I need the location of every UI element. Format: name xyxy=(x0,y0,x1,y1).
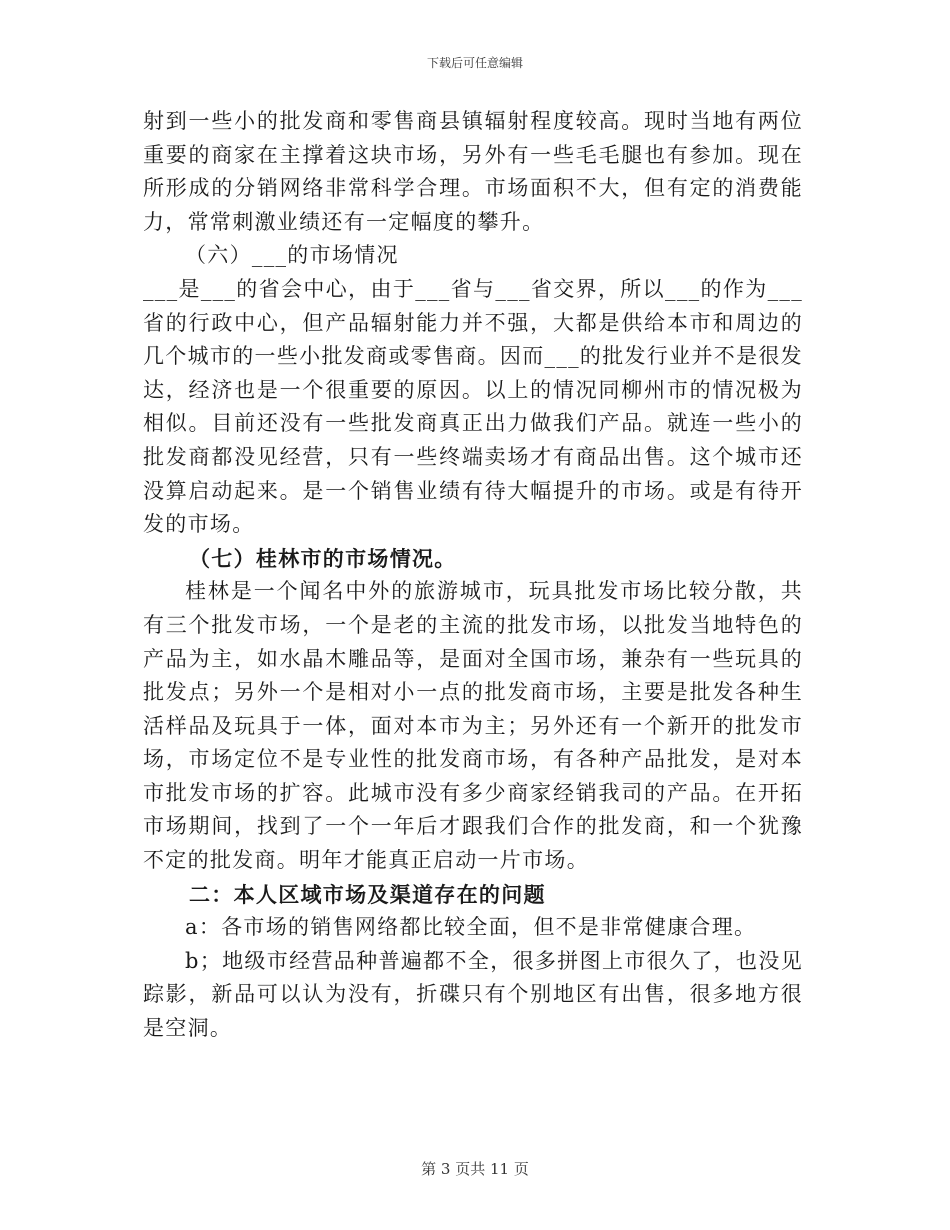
paragraph-section-6: ___是___的省会中心，由于___省与___省交界，所以___的作为___省的行政中心，但产品辐射能力并不强，大都是供给本市和周边的几个城市的一些小批发商或零售商。因而___的批发行业并不是很发达，经济也是一个很重要的原因。以上的情况同柳州市的情况极为相似。目前还没有一些批发商真正出力做我们产品。就连一些小的批发商都没见经营，只有一些终端卖场才有商品出售。这个城市还没算启动起来。是一个销售业绩有待大幅提升的市场。或是有待开发的市场。 xyxy=(143,276,803,537)
page-footer: 第 3 页共 11 页 xyxy=(421,1160,529,1178)
section-heading-6: （六）___的市场情况 xyxy=(185,243,399,268)
paragraph-item-b: b；地级市经营品种普遍都不全，很多拼图上市很久了，也没见踪影，新品可以认为没有，折碟只有个别地区有出售，很多地方很是空洞。 xyxy=(143,948,803,1041)
paragraph-continuation: 射到一些小的批发商和零售商县镇辐射程度较高。现时当地有两位重要的商家在主撑着这块市场，另外有一些毛毛腿也有参加。现在所形成的分销网络非常科学合理。市场面积不大，但有定的消费能力，常常刺激业绩还有一定幅度的攀升。 xyxy=(143,109,803,234)
paragraph-guilin: 桂林是一个闻名中外的旅游城市，玩具批发市场比较分散，共有三个批发市场，一个是老的主流的批发市场，以批发当地特色的产品为主，如水晶木雕品等，是面对全国市场，兼杂有一些玩具的批发点；另外一个是相对小一点的批发商市场，主要是批发各种生活样品及玩具于一体，面对本市为主；另外还有一个新开的批发市场，市场定位不是专业性的批发商市场，有各种产品批发，是对本市批发市场的扩容。此城市没有多少商家经销我司的产品。在开拓市场期间，找到了一个一年后才跟我们合作的批发商，和一个犹豫不定的批发商。明年才能真正启动一片市场。 xyxy=(143,579,803,873)
section-heading-problems: 二：本人区域市场及渠道存在的问题 xyxy=(189,881,546,907)
section-heading-7: （七）桂林市的市场情况。 xyxy=(189,545,457,571)
document-body xyxy=(143,105,803,1046)
paragraph-item-a: a：各市场的销售网络都比较全面，但不是非常健康合理。 xyxy=(185,915,757,940)
page-header: 下载后可任意编辑 xyxy=(426,56,523,70)
